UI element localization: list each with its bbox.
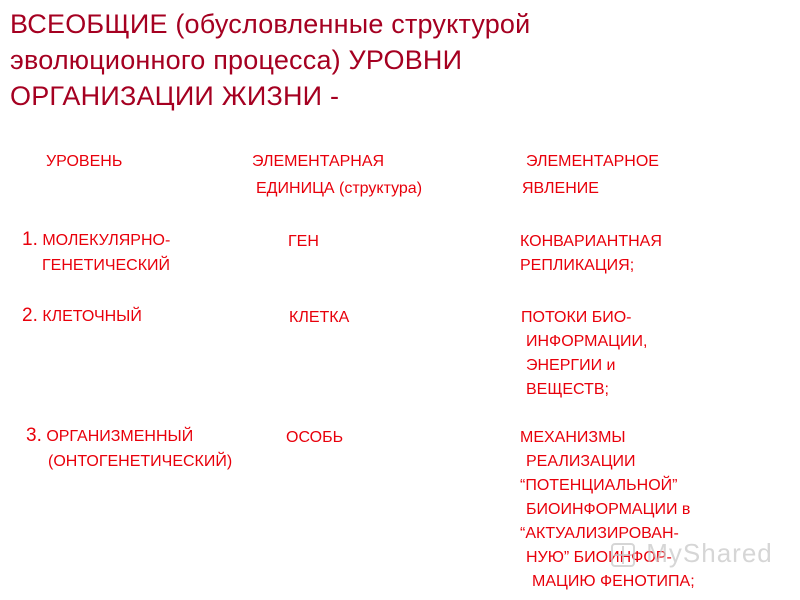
row-1-phenomenon-line-2: РЕПЛИКАЦИЯ; — [520, 257, 635, 274]
row-3-phenomenon-line-7: МАЦИЮ ФЕНОТИПА; — [532, 573, 695, 590]
slide-title — [10, 6, 790, 114]
header-level: УРОВЕНЬ — [46, 153, 123, 170]
row-2-phenomenon-line-1: ПОТОКИ БИО- — [521, 309, 632, 326]
row-1-number: 1. — [22, 229, 38, 250]
row-2-phenomenon-line-3: ЭНЕРГИИ и — [526, 357, 616, 374]
row-3-level-line-2: (ОНТОГЕНЕТИЧЕСКИЙ) — [48, 453, 233, 470]
row-3-unit: ОСОБЬ — [286, 429, 344, 446]
header-unit-line-2: ЕДИНИЦА (структура) — [256, 180, 423, 197]
row-3-level — [26, 426, 193, 447]
row-3-phenomenon-line-4: БИОИНФОРМАЦИИ в — [526, 501, 691, 518]
row-1-phenomenon-line-1: КОНВАРИАНТНАЯ — [520, 233, 662, 250]
row-2-number: 2. — [22, 305, 38, 326]
myshared-watermark — [610, 538, 773, 569]
row-1-level-line-1: МОЛЕКУЛЯРНО- — [42, 232, 171, 249]
slide-title-line-1: ВСЕОБЩИЕ (обусловленные структурой — [10, 9, 531, 39]
row-3-phenomenon-line-2: РЕАЛИЗАЦИИ — [526, 453, 636, 470]
row-1-unit: ГЕН — [288, 233, 319, 250]
row-1-level — [22, 230, 170, 251]
row-2-unit: КЛЕТКА — [289, 309, 350, 326]
row-3-level-line-1: ОРГАНИЗМЕННЫЙ — [46, 428, 194, 445]
header-phenomenon-line-1: ЭЛЕМЕНТАРНОЕ — [526, 153, 659, 170]
slide-title-line-2: эволюционного процесса) УРОВНИ — [10, 45, 463, 75]
row-2-phenomenon-line-4: ВЕЩЕСТВ; — [526, 381, 609, 398]
row-1-level-line-2: ГЕНЕТИЧЕСКИЙ — [42, 257, 171, 274]
myshared-logo-icon — [610, 542, 636, 568]
header-unit-line-1: ЭЛЕМЕНТАРНАЯ — [252, 153, 385, 170]
header-phenomenon-line-2: ЯВЛЕНИЕ — [522, 180, 599, 197]
slide-title-line-3: ОРГАНИЗАЦИИ ЖИЗНИ - — [10, 81, 340, 111]
row-3-phenomenon-line-6: НУЮ” БИОИНФОР- — [526, 549, 672, 566]
row-3-phenomenon-line-1: МЕХАНИЗМЫ — [520, 429, 626, 446]
row-3-number: 3. — [26, 425, 42, 446]
row-3-phenomenon-line-3: “ПОТЕНЦИАЛЬНОЙ” — [520, 477, 678, 494]
watermark-text: MyShared — [646, 538, 773, 568]
row-3-phenomenon-line-5: “АКТУАЛИЗИРОВАН- — [520, 525, 679, 542]
row-2-level — [22, 306, 142, 327]
row-2-phenomenon-line-2: ИНФОРМАЦИИ, — [526, 333, 648, 350]
row-2-level-line-1: КЛЕТОЧНЫЙ — [42, 308, 142, 325]
